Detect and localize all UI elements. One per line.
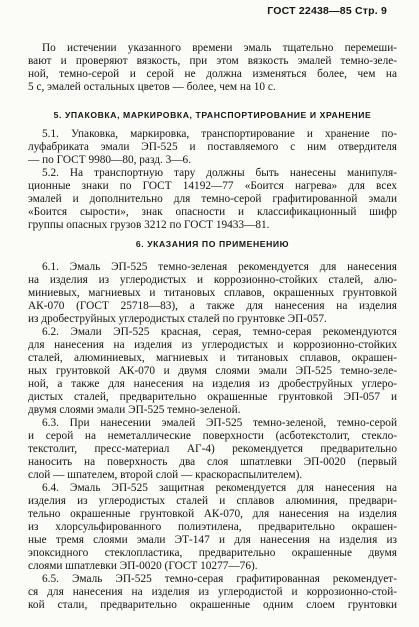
text-line: По истечении указанного времени эмаль тщательно перемеши- — [42, 42, 397, 54]
text-line: из дробеструйных углеродистых сталей по грунтовке ЭП-057. — [28, 313, 327, 325]
text-line: луфабриката эмали ЭП-525 и поставляемого с ним отвердителя — [28, 141, 397, 153]
paragraph-5-1 — [28, 128, 397, 167]
text-line: на изделия из углеродистых и коррозионно-стойких сталей, алю- — [28, 274, 397, 286]
text-line: ных грунтовкой АК-070 и двумя слоями эмали ЭП-525 темно-зеле- — [28, 365, 397, 377]
text-line: 5 с, эмалей остальных цветов — более, чем на 10 с. — [28, 81, 276, 93]
text-line: 6.5. Эмаль ЭП-525 темно-серая графитированная рекомендует- — [42, 573, 397, 585]
text-line: двумя слоями эмали ЭП-525 темно-зеленой. — [28, 404, 241, 416]
text-line: 5.2. На транспортную тару должны быть нанесены манипуля- — [42, 167, 397, 179]
text-line: вают и проверяют вязкость, при этом вязкость эмалей темно-зеле- — [28, 55, 397, 67]
text-line: из хлорсульфированного полиэтилена, предварительно окрашен- — [28, 521, 397, 533]
text-line: наносить на поверхность два слоя шпатлевки ЭП-0020 (первый — [28, 456, 397, 468]
text-line: текстолит, пресс-материал АГ-4) рекомендуется предварительно — [28, 443, 397, 455]
text-line: 6.3. При нанесении эмалей ЭП-525 темно-зеленой, темно-серой — [42, 417, 397, 429]
text-line: сталей, алюминиевых, магниевых и титановых сплавов, окрашен- — [28, 352, 397, 364]
text-line: АК-070 (ГОСТ 25718—83), а также для нанесения на изделия — [28, 300, 397, 312]
text-line: ные тремя слоями эмали ЭТ-147 и для нанесения на изделия из — [28, 534, 397, 546]
text-line: 6.1. Эмаль ЭП-525 темно-зеленая рекомендуется для нанесения — [42, 261, 397, 273]
text-line: 6.4. Эмаль ЭП-525 защитная рекомендуется для нанесения на — [42, 482, 397, 494]
text-line: ционные знаки по ГОСТ 14192—77 «Боится нагрева» для всех — [28, 180, 397, 192]
text-line: и серой на неметаллические поверхности (асботекстолит, стекло- — [28, 430, 397, 442]
paragraph-6-3 — [28, 417, 397, 482]
text-line: «Боится сырости», знак опасности и классификационный шифр — [28, 206, 397, 218]
text-line: 5.1. Упаковка, маркировка, транспортирование и хранение по- — [42, 128, 397, 140]
text-line: — по ГОСТ 9980—80, разд. 3—6. — [28, 154, 192, 166]
intro-paragraph — [28, 42, 397, 94]
text-line: 6.2. Эмали ЭП-525 красная, серая, темно-серая рекомендуются — [42, 326, 397, 338]
text-line: кой стали, предварительно окрашенные одним слоем грунтовки — [28, 599, 397, 611]
text-line: тельно окрашенные грунтовкой АК-070, для нанесения на изделия — [28, 508, 397, 520]
text-line: ся для нанесения на изделия из углеродистой и коррозионно-стой- — [28, 586, 397, 598]
paragraph-6-5 — [28, 573, 397, 612]
text-line: миниевых, магниевых и титановых сплавов, окрашенных грунтовкой — [28, 287, 397, 299]
text-line: слой — шпателем, второй слой — краскораспылителем). — [28, 469, 303, 481]
paragraph-6-4 — [28, 482, 397, 573]
text-line: эпоксидного стеклопластика, предварительно окрашенные двумя — [28, 547, 397, 559]
paragraph-6-2 — [28, 326, 397, 417]
text-line: слоями шпатлевки ЭП-0020 (ГОСТ 10277—76). — [28, 560, 258, 572]
section-5-title: 5. УПАКОВКА, МАРКИРОВКА, ТРАНСПОРТИРОВАНИЕ И ХРАНЕНИЕ — [53, 110, 372, 120]
section-6-title: 6. УКАЗАНИЯ ПО ПРИМЕНЕНИЮ — [135, 239, 290, 249]
paragraph-5-2 — [28, 167, 397, 232]
paragraph-6-1 — [28, 261, 397, 326]
text-line: для нанесения на изделия из углеродистых и коррозионно-стойких — [28, 339, 397, 351]
text-line: изделия из углеродистых сталей и сплавов алюминия, предвари- — [28, 495, 397, 507]
page-header: ГОСТ 22438—85 Стр. 9 — [267, 5, 387, 17]
text-line: группы опасных грузов 3212 по ГОСТ 19433—81. — [28, 219, 270, 231]
text-line: дистых сталей, предварительно окрашенные грунтовкой ЭП-057 и — [28, 391, 397, 403]
text-line: ной, а также для нанесения на изделия из дробеструйных углеро- — [28, 378, 397, 390]
text-line: ной, темно-серой и серой не должна изменяться более, чем на — [28, 68, 397, 80]
text-line: эмалей и дополнительно для темно-серой графитированной эмали — [28, 193, 397, 205]
